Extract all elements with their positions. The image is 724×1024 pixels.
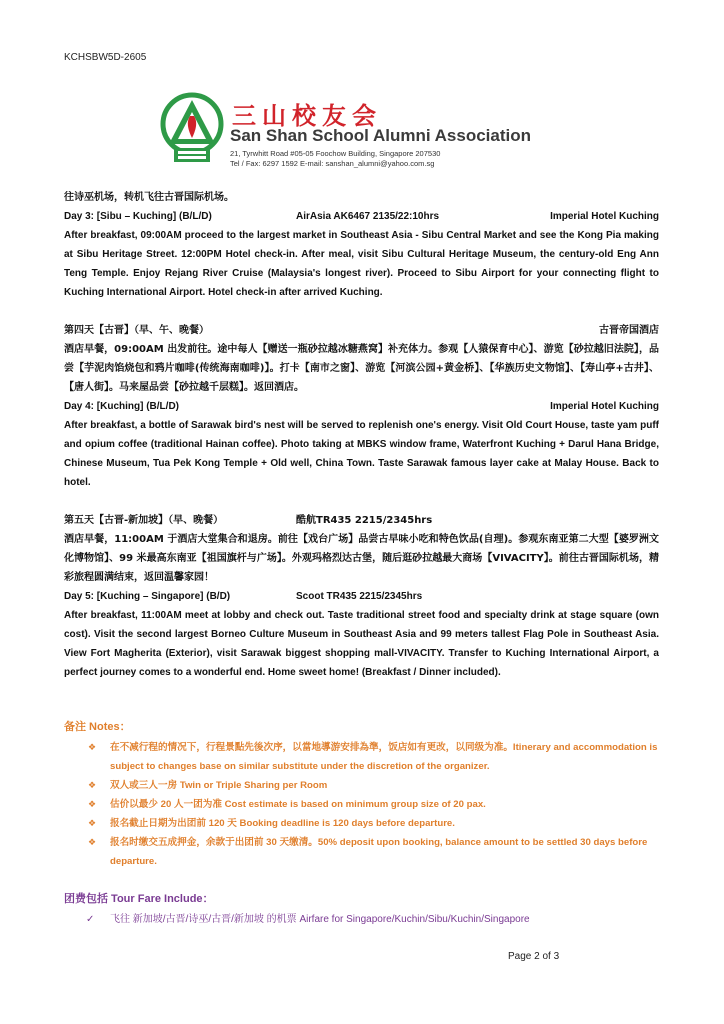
day5-title: Day 5: [Kuching – Singapore] (B/D) <box>64 591 231 602</box>
diamond-bullet-icon: ❖ <box>88 818 97 828</box>
day5-heading <box>64 587 659 606</box>
document-code: KCHSBW5D-2605 <box>64 52 147 63</box>
note-text: 在不减行程的情况下，行程景點先後次序，以當地導游安排為準，饭店如有更改，以同级为准。Itinerary and accommodation is subject to changes base on similar substitute under the discretion of the organizer. <box>110 742 658 772</box>
association-logo-icon <box>160 92 224 166</box>
day5-title-chinese: 第五天【古晋-新加坡】（早、晚餐） <box>64 515 224 526</box>
list-item <box>64 814 664 833</box>
address: 21, Tyrwhitt Road #05-05 Foochow Building, Singapore 207530 <box>230 149 441 158</box>
list-item <box>64 795 664 814</box>
diamond-bullet-icon: ❖ <box>88 742 97 752</box>
day4-title-chinese: 第四天【古晋】（早、午、晚餐） <box>64 325 209 336</box>
diamond-bullet-icon: ❖ <box>88 780 97 790</box>
list-item <box>64 776 664 795</box>
day5-description: After breakfast, 11:00AM meet at lobby and check out. Taste traditional street food and specialty drink at stage square (own cost). Visit the second largest Borneo Culture Museum in Southeast Asia and 99 meters tallest Flag Pole in Southeast Asia. View Fort Magherita (Exterior), visit Sarawak biggest shopping mall-VIVACITY. Transfer to Kuching International Airport, a perfect journey comes to a wonderful end. Home sweet home! (Breakfast / Dinner included). <box>64 610 659 678</box>
day5-heading-chinese <box>64 511 659 530</box>
day4-heading <box>64 397 659 416</box>
day3-title: Day 3: [Sibu – Kuching] (B/L/D) <box>64 211 212 222</box>
list-item <box>64 738 664 776</box>
day5-flight: Scoot TR435 2215/2345hrs <box>296 591 423 602</box>
diamond-bullet-icon: ❖ <box>88 837 97 847</box>
diamond-bullet-icon: ❖ <box>88 799 97 809</box>
tour-fare-title: 团费包括 Tour Fare Include： <box>64 893 214 905</box>
intro-text-chinese: 往诗巫机场，转机飞往古晋国际机场。 <box>64 192 234 203</box>
day5-flight-chinese: 酷航TR435 2215/2345hrs <box>296 515 433 526</box>
day4-heading-chinese <box>64 321 659 340</box>
notes-list <box>64 738 664 871</box>
itinerary-content <box>64 188 659 682</box>
note-text: 双人或三人一房 Twin or Triple Sharing per Room <box>110 780 328 791</box>
address-block <box>230 149 440 169</box>
page-number: Page 2 of 3 <box>508 951 560 962</box>
association-name-chinese: 三山校友会 <box>232 101 382 130</box>
day4-hotel-chinese: 古晋帝国酒店 <box>599 325 659 336</box>
day3-hotel: Imperial Hotel Kuching <box>550 211 659 222</box>
list-item <box>64 833 664 871</box>
note-text: 估价以最少 20 人一团为准 Cost estimate is based on minimum group size of 20 pax. <box>110 799 486 810</box>
note-text: 报名时缴交五成押金，余款于出团前 30 天缴清。50% deposit upon booking, balance amount to be settled 30 days before departure. <box>110 837 648 867</box>
day4-title: Day 4: [Kuching] (B/L/D) <box>64 401 179 412</box>
day4-description: After breakfast, a bottle of Sarawak bird's nest will be served to replenish one's energy. Visit Old Court House, taste yam puff and opium coffee (traditional Hainan coffee). Photo taking at MBKS window frame, Waterfront Kuching + Darul Hana Bridge, Chinese Museum, Tua Pek Kong Temple + Old well, China Town. Taste Sarawak famous layer cake at Malay House. Back to hotel. <box>64 420 659 488</box>
day3-flight: AirAsia AK6467 2135/22:10hrs <box>296 211 440 222</box>
notes-section <box>64 718 664 871</box>
day3-heading <box>64 207 659 226</box>
checkmark-icon: ✓ <box>86 914 95 925</box>
notes-title: 备注 Notes： <box>64 721 131 733</box>
fare-item-text: 飞往 新加坡/古晋/诗巫/古晋/新加坡 的机票 Airfare for Singapore/Kuchin/Sibu/Kuchin/Singapore <box>110 914 530 925</box>
day4-description-chinese: 酒店早餐，09:00AM 出发前往。途中每人【赠送一瓶砂拉越冰糖燕窝】补充体力。参观【人猿保育中心】、游览【砂拉越旧法院】，品尝【芋泥肉馅烧包和鸦片咖啡(传统海南咖啡)】。打卡【南市之窗】、游览【河滨公园+黄金桥】、【华族历史文物馆】、【寿山亭+古井】、【唐人街】。马来屋品尝【砂拉越千层糕】。返回酒店。 <box>64 344 659 393</box>
list-item <box>64 912 674 928</box>
day4-hotel: Imperial Hotel Kuching <box>550 401 659 412</box>
contact-info: Tel / Fax: 6297 1592 E-mail: sanshan_alumni@yahoo.com.sg <box>230 159 435 168</box>
note-text: 报名截止日期为出团前 120 天 Booking deadline is 120 days before departure. <box>110 818 455 829</box>
association-name: San Shan School Alumni Association <box>230 126 532 145</box>
day5-description-chinese: 酒店早餐，11:00AM 于酒店大堂集合和退房。前往【戏台广场】品尝古早味小吃和特色饮品(自理)。参观东南亚第二大型【婆罗洲文化博物馆】、99 米最高东南亚【祖国旗杆与广场】。外观玛格烈达古堡，随后逛砂拉越最大商场【VIVACITY】。前往古晋国际机场，精彩旅程圆满结束，返回温馨家园！ <box>64 534 659 583</box>
tour-fare-section <box>64 890 674 928</box>
day3-description: After breakfast, 09:00AM proceed to the largest market in Southeast Asia - Sibu Central Market and see the Kong Pia making at Sibu Heritage Street. 12:00PM Hotel check-in. After meal, visit Sibu Cultural Heritage Museum, the century-old Eng Ann Teng Temple. Enjoy Rejang River Cruise (Malaysia's longest river). Proceed to Sibu Airport for your connecting flight to Kuching International Airport. Hotel check-in after arrived Kuching. <box>64 230 659 298</box>
letterhead <box>160 92 580 172</box>
